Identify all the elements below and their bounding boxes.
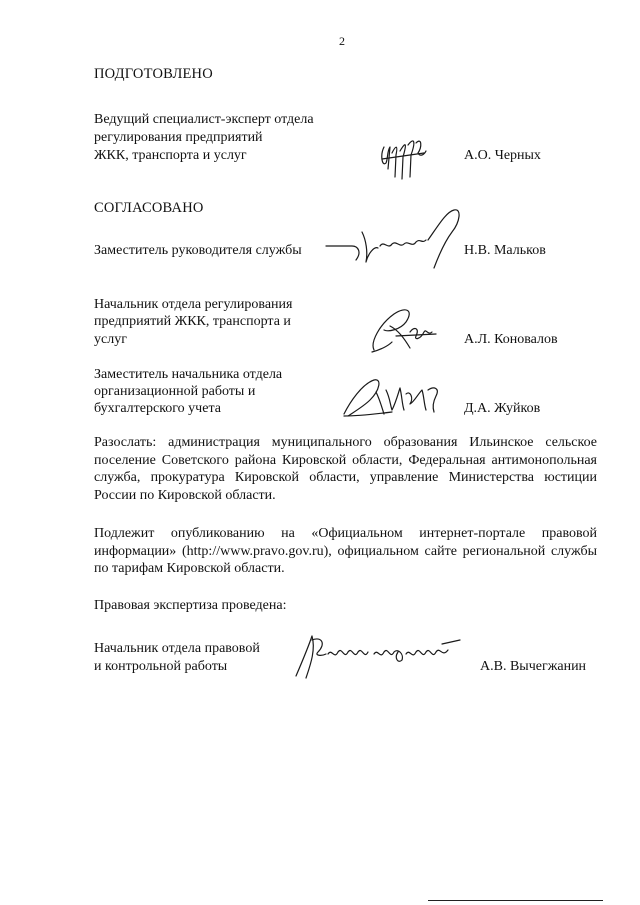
prepared-name: А.О. Черных <box>464 148 541 163</box>
konovalov-position-line-3: услуг <box>94 332 127 347</box>
signature-vychegzhanin <box>292 630 468 682</box>
footer-rule <box>428 900 603 901</box>
konovalov-name: А.Л. Коновалов <box>464 332 558 347</box>
legal-review-note: Правовая экспертиза проведена: <box>94 598 287 613</box>
page-number: 2 <box>339 34 345 48</box>
zhuykov-position-line-1: Заместитель начальника отдела <box>94 367 283 382</box>
signature-malkov <box>322 206 468 272</box>
prepared-position-line-3: ЖКК, транспорта и услуг <box>94 148 247 163</box>
signature-chernykh <box>378 133 434 183</box>
legal-position-line-1: Начальник отдела правовой <box>94 641 260 656</box>
legal-position-line-2: и контрольной работы <box>94 659 228 674</box>
signature-konovalov <box>366 302 450 358</box>
zhuykov-position-line-2: организационной работы и <box>94 384 256 399</box>
publication-paragraph: Подлежит опубликованию на «Официальном интернет-портале правовой информации» (http://www.pravo.gov.ru), официальном сайте региональной службы по тарифам Кировской области. <box>94 526 597 577</box>
signature-zhuykov <box>340 372 448 422</box>
malkov-name: Н.В. Мальков <box>464 243 546 258</box>
konovalov-position-line-2: предприятий ЖКК, транспорта и <box>94 314 291 329</box>
prepared-heading: ПОДГОТОВЛЕНО <box>94 66 213 82</box>
deputy-head-position: Заместитель руководителя службы <box>94 243 302 258</box>
prepared-position-line-2: регулирования предприятий <box>94 130 263 145</box>
zhuykov-name: Д.А. Жуйков <box>464 401 541 416</box>
konovalov-position-line-1: Начальник отдела регулирования <box>94 297 293 312</box>
distribution-paragraph: Разослать: администрация муниципального образования Ильинское сельское поселение Советского района Кировской области, Федеральная антимонопольная служба, прокуратура Кировской области, управление Министерства юстиции России по Кировской области. <box>94 435 597 503</box>
prepared-position-line-1: Ведущий специалист-эксперт отдела <box>94 112 314 127</box>
legal-name: А.В. Вычегжанин <box>480 659 587 674</box>
agreed-heading: СОГЛАСОВАНО <box>94 200 204 216</box>
zhuykov-position-line-3: бухгалтерского учета <box>94 401 221 416</box>
